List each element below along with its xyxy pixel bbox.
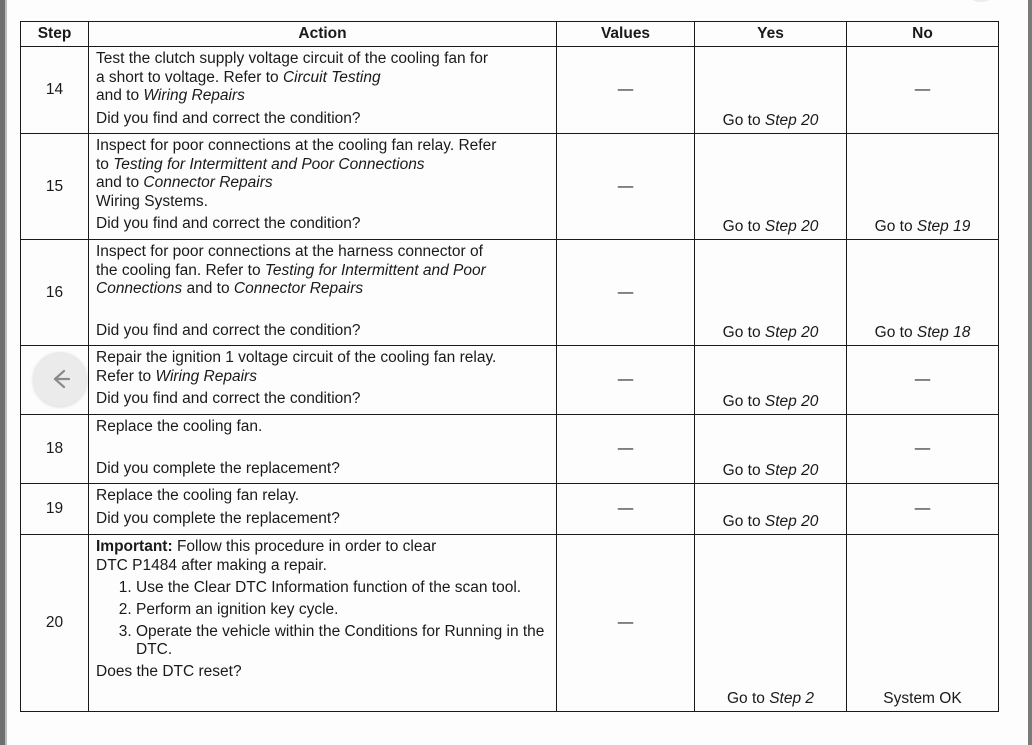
yes-step-link[interactable]: Step 20 <box>764 218 819 235</box>
action-text: Follow this procedure in order to clear <box>172 538 437 555</box>
table-row <box>21 240 999 346</box>
values-cell: — <box>557 240 695 346</box>
yes-step-link[interactable]: Step 20 <box>764 393 819 410</box>
diagnostic-procedure-table <box>20 21 999 712</box>
action-cell <box>89 240 557 346</box>
action-text: the cooling fan. Refer to <box>96 261 265 279</box>
action-text: to <box>96 155 114 173</box>
no-cell <box>847 535 999 712</box>
values-cell: — <box>557 346 695 415</box>
header-action: Action <box>89 22 557 47</box>
step-number: 15 <box>21 134 89 240</box>
header-values: Values <box>557 22 695 47</box>
values-cell: — <box>557 134 695 240</box>
yes-step-link[interactable]: Step 20 <box>764 462 819 479</box>
reference-link[interactable]: Wiring Repairs <box>155 367 257 385</box>
header-yes: Yes <box>695 22 847 47</box>
no-cell: — <box>847 415 999 484</box>
back-arrow-icon <box>47 366 73 392</box>
step-number: 14 <box>21 47 89 134</box>
no-prefix: Go to <box>874 218 917 235</box>
yes-step-link[interactable]: Step 20 <box>764 112 819 129</box>
step-number: 16 <box>21 240 89 346</box>
reference-link[interactable]: Connector Repairs <box>143 174 273 191</box>
table-row <box>21 47 999 134</box>
no-cell: — <box>847 47 999 134</box>
reference-link[interactable]: Circuit Testing <box>282 68 381 86</box>
values-cell: — <box>557 415 695 484</box>
reference-link[interactable]: Wiring Repairs <box>143 87 245 104</box>
header-no: No <box>847 22 999 47</box>
table-row <box>21 415 999 484</box>
substep-list <box>96 579 550 659</box>
yes-cell <box>695 484 847 535</box>
question-text: Did you find and correct the condition? <box>96 321 361 339</box>
step-number: 18 <box>21 415 89 484</box>
yes-cell <box>695 535 847 712</box>
list-item: 2. Perform an ignition key cycle. <box>136 601 550 619</box>
corner-control[interactable] <box>968 0 994 2</box>
yes-cell <box>695 240 847 346</box>
no-cell: — <box>847 346 999 415</box>
action-text: Test the clutch supply voltage circuit of the cooling fan for <box>96 50 489 67</box>
step-number: 20 <box>21 535 89 712</box>
list-item: 3. Operate the vehicle within the Conditions for Running in the DTC. <box>136 623 550 659</box>
question-text: Did you find and correct the condition? <box>96 215 361 232</box>
window-frame-right <box>1028 0 1032 745</box>
action-text: DTC P1484 after making a repair. <box>96 556 327 574</box>
table-row <box>21 134 999 240</box>
yes-prefix: Go to <box>722 324 765 341</box>
reference-link[interactable]: Testing for Intermittent and Poor Connections <box>113 155 425 173</box>
action-cell <box>89 415 557 484</box>
question-text: Does the DTC reset? <box>96 663 242 680</box>
action-text: Repair the ignition 1 voltage circuit of the cooling fan relay. <box>96 349 497 366</box>
action-text: and to <box>96 174 144 191</box>
values-cell: — <box>557 535 695 712</box>
table-row <box>21 484 999 535</box>
yes-step-link[interactable]: Step 20 <box>764 324 819 341</box>
reference-link[interactable]: Connections <box>96 280 183 297</box>
no-cell <box>847 134 999 240</box>
no-cell: — <box>847 484 999 535</box>
back-button[interactable] <box>33 352 87 406</box>
action-text: Wiring Systems. <box>96 192 208 210</box>
table-row <box>21 535 999 712</box>
values-cell: — <box>557 484 695 535</box>
action-text: Refer to <box>96 367 156 385</box>
action-text: a short to voltage. Refer to <box>96 68 283 86</box>
action-text: Inspect for poor connections at the cooling fan relay. Refer <box>96 137 497 154</box>
table-row <box>21 346 999 415</box>
yes-cell <box>695 415 847 484</box>
no-cell <box>847 240 999 346</box>
action-text: and to <box>96 87 144 104</box>
yes-step-link[interactable]: Step 20 <box>764 513 819 530</box>
action-cell <box>89 484 557 535</box>
yes-prefix: Go to <box>726 690 770 707</box>
yes-step-link[interactable]: Step 2 <box>769 690 815 707</box>
action-cell <box>89 47 557 134</box>
action-cell <box>89 346 557 415</box>
window-frame-left-inner <box>5 0 7 745</box>
action-cell <box>89 134 557 240</box>
question-text: Did you find and correct the condition? <box>96 109 361 127</box>
step-number: 19 <box>21 484 89 535</box>
action-text: Inspect for poor connections at the harness connector of <box>96 243 483 260</box>
no-step-link[interactable]: Step 18 <box>916 324 971 341</box>
action-text: and to <box>182 280 234 297</box>
yes-prefix: Go to <box>722 218 765 235</box>
header-step: Step <box>21 22 89 47</box>
values-cell: — <box>557 47 695 134</box>
question-text: Did you find and correct the condition? <box>96 390 361 407</box>
action-text: Replace the cooling fan. <box>96 418 263 435</box>
no-result: System OK <box>883 690 962 707</box>
no-prefix: Go to <box>874 324 917 341</box>
yes-prefix: Go to <box>722 513 765 530</box>
table-header-row <box>21 22 999 47</box>
important-label: Important: <box>96 538 173 555</box>
no-step-link[interactable]: Step 19 <box>916 218 971 235</box>
action-text: Replace the cooling fan relay. <box>96 487 300 504</box>
question-text: Did you complete the replacement? <box>96 459 340 477</box>
question-text: Did you complete the replacement? <box>96 509 340 527</box>
yes-prefix: Go to <box>722 112 765 129</box>
reference-link[interactable]: Testing for Intermittent and Poor <box>264 261 486 279</box>
list-item: 1. Use the Clear DTC Information function of the scan tool. <box>136 579 550 597</box>
yes-cell <box>695 134 847 240</box>
yes-cell <box>695 47 847 134</box>
action-cell <box>89 535 557 712</box>
reference-link[interactable]: Connector Repairs <box>233 280 364 297</box>
yes-prefix: Go to <box>722 393 765 410</box>
yes-cell <box>695 346 847 415</box>
yes-prefix: Go to <box>722 462 765 479</box>
